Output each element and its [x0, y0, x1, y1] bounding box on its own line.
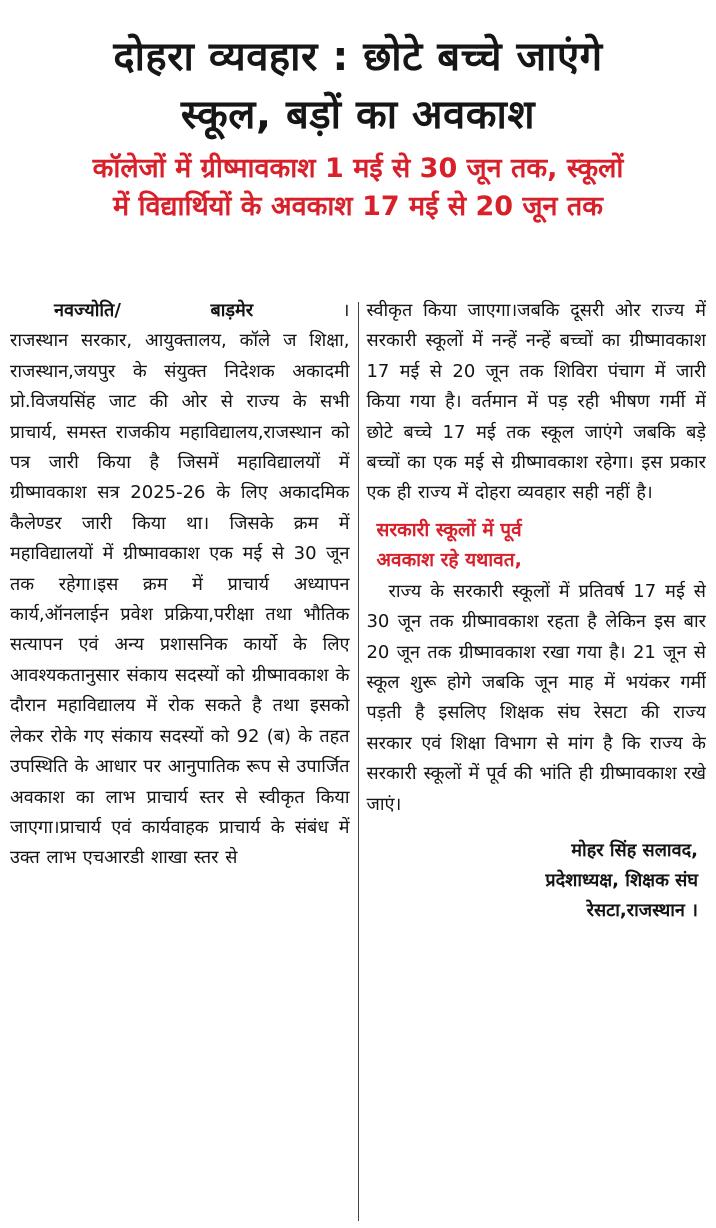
subheadline-line-1: कॉलेजों में ग्रीष्मावकाश 1 मई से 30 जून तक, स्कूलों: [92, 153, 624, 184]
column-left-text: राजस्थान सरकार, आयुक्तालय, कॉले ज शिक्षा, राजस्थान,जयपुर के संयुक्त निदेशक अकादमी प्रो.विजयसिंह जाट की ओर से राज्य के सभी प्राचार्य, समस्त राजकीय महाविद्यालय,राजस्थान को पत्र जारी किया है जिसमें महाविद्यालयों में ग्रीष्मावकाश सत्र 2025-26 के लिए अकादमिक कैलेण्डर जारी किया था। जिसके क्रम में महाविद्यालयों में ग्रीष्मावकाश एक मई से 30 जून तक रहेगा।इस क्रम में प्राचार्य अध्यापन कार्य,ऑनलाईन प्रवेश प्रक्रिया,परीक्षा तथा भौतिक सत्यापन एवं अन्य प्रशासनिक कार्यो के लिए आवश्यकतानुसार संकाय सदस्यों को ग्रीष्मावकाश के दौरान महाविद्यालय में रोक सकते है तथा इसको लेकर रोके गए संकाय सदस्यों को 92 (ब) के तहत उपस्थिति के आधार पर आनुपातिक रूप से उपार्जित अवकाश का लाभ प्राचार्य स्तर से स्वीकृत किया जाएगा।प्राचार्य एवं कार्यवाहक प्राचार्य के संबंध में उक्त लाभ एचआरडी शाखा स्तर से: [10, 330, 350, 869]
signature-org: रेसटा,राजस्थान ।: [586, 900, 698, 922]
column-right-text: स्वीकृत किया जाएगा।जबकि दूसरी ओर राज्य में सरकारी स्कूलों में नन्हें नन्हें बच्चों का ग्रीष्मावकाश 17 मई से 20 जून तक शिविरा पंचाग में जारी किया गया है। वर्तमान में पड़ रही भीषण गर्मी में छोटे बच्चे 17 मई तक स्कूल जाएंगे जबकि बड़े बच्चों का एक मई से ग्रीष्मावकाश रहेगा। इस प्रकार एक ही राज्य में दोहरा व्यवहार सही नहीं है।: [366, 300, 706, 504]
signature-title: प्रदेशाध्यक्ष, शिक्षक संघ: [545, 870, 698, 892]
headline-line-2: स्कूल, बड़ों का अवकाश: [180, 92, 536, 138]
article-body: [10, 296, 706, 1221]
dateline-source: नवज्योति/: [54, 300, 121, 321]
article-column-right: [366, 296, 706, 1221]
column-divider: [358, 302, 359, 1221]
dateline-place: बाड़मेर: [210, 300, 254, 321]
article-column-left: [10, 296, 350, 1221]
section-subheading-line-1: सरकारी स्कूलों में पूर्व: [376, 518, 522, 541]
signature-name: मोहर सिंह सलावद,: [571, 840, 698, 862]
signature-block: [366, 836, 706, 926]
subheadline: [14, 150, 702, 226]
headline-line-1: दोहरा व्यवहार : छोटे बच्चे जाएंगे: [113, 34, 603, 80]
news-clipping: [0, 28, 716, 922]
dateline-end: ।: [342, 300, 350, 321]
section-subheading-line-2: अवकाश रहे यथावत,: [376, 548, 522, 571]
dateline: [10, 296, 350, 326]
section-subheading: [376, 515, 706, 575]
headline: [10, 28, 706, 144]
subheadline-line-2: में विद्यार्थियों के अवकाश 17 मई से 20 जून तक: [112, 191, 604, 222]
column-right-text-after: राज्य के सरकारी स्कूलों में प्रतिवर्ष 17 मई से 30 जून तक ग्रीष्मावकाश रहता है लेकिन इस बार 20 जून तक ग्रीष्मावकाश रखा गया है। 21 जून से स्कूल शुरू होगे जबकि जून माह में भयंकर गर्मी पड़ती है इसलिए शिक्षक संघ रेसटा की राज्य सरकार एवं शिक्षा विभाग से मांग है कि राज्य के सरकारी स्कूलों में पूर्व की भांति ही ग्रीष्मावकाश रखे जाएं।: [366, 580, 706, 815]
